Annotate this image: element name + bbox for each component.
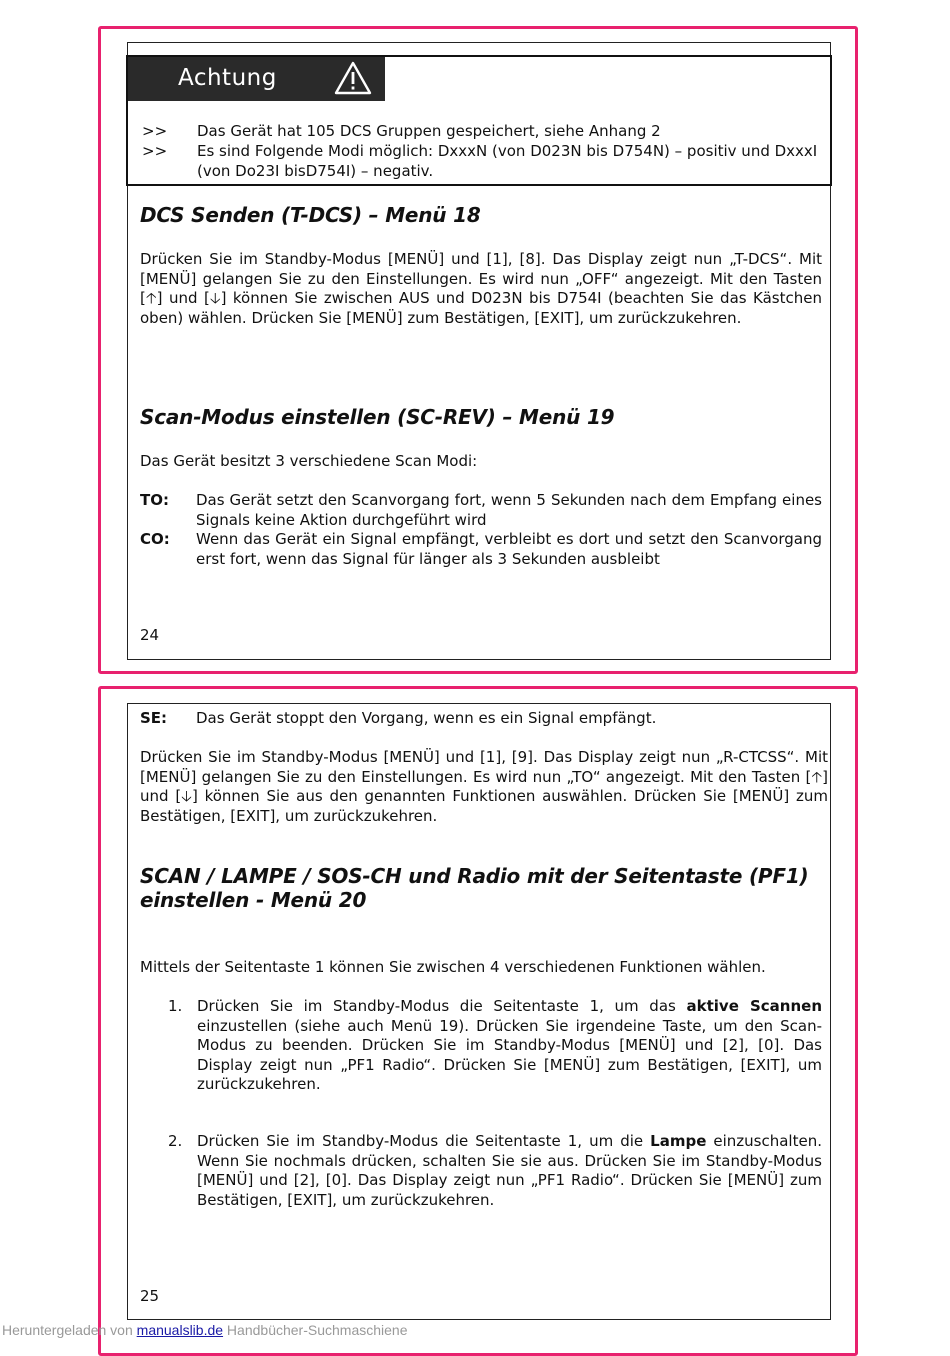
list-item-text: einzustellen (siehe auch Menü 19). Drücken Sie irgendeine Taste, um den Scan-Modus zu beenden. Drücken Sie im Standby-Modus [MENÜ] und [2], [0]. Das Display zeigt nun „PF1 Radio“. Drücken Sie [MENÜ] zum Bestätigen, [EXIT], um zurückzukehren.	[197, 1016, 822, 1093]
bullet-mark: >>	[142, 142, 168, 160]
mode-text-se: Das Gerät stoppt den Vorgang, wenn es ein Signal empfängt.	[196, 709, 657, 727]
list-item-1	[197, 997, 822, 1095]
pf1-intro: Mittels der Seitentaste 1 können Sie zwischen 4 verschiedenen Funktionen wählen.	[140, 958, 766, 976]
mode-text-co: Wenn das Gerät ein Signal empfängt, verbleibt es dort und setzt den Scanvorgang erst fort, wenn das Signal für länger als 3 Sekunden ausbleibt	[196, 530, 822, 568]
arrow-up-icon: 🡡	[145, 289, 157, 307]
paragraph-dcs-part: Drücken Sie im Standby-Modus [MENÜ] und [1], [8]. Das Display zeigt nun „T-DCS“. Mit [MENÜ] gelangen Sie zu den Einstellungen. Es wird nun „OFF“ angezeigt. Mit den Tasten [	[140, 250, 822, 307]
list-number-2: 2.	[168, 1132, 183, 1150]
paragraph-dcs-part: ] und [	[156, 289, 210, 307]
page-number: 24	[140, 626, 160, 644]
footer-suffix: Handbücher-Suchmaschiene	[223, 1322, 408, 1338]
paragraph-scan-part: ] können Sie aus den genannten Funktionen auswählen. Drücken Sie [MENÜ] zum Bestätigen, [EXIT], um zurückzukehren.	[140, 787, 828, 825]
paragraph-scan-part: ] und [	[140, 767, 828, 805]
arrow-down-icon: 🡣	[209, 289, 221, 307]
arrow-down-icon: 🡣	[181, 787, 192, 805]
mode-label-co: CO:	[140, 530, 170, 548]
warning-bullet-1: Das Gerät hat 105 DCS Gruppen gespeichert, siehe Anhang 2	[197, 122, 661, 140]
bullet-mark: >>	[142, 122, 168, 140]
list-item-keyword: aktive Scannen	[686, 997, 822, 1015]
list-item-keyword: Lampe	[650, 1132, 707, 1150]
footer-prefix: Heruntergeladen von	[2, 1322, 137, 1338]
list-item-2	[197, 1132, 822, 1210]
section-title-dcs: DCS Senden (T-DCS) – Menü 18	[140, 203, 481, 227]
mode-label-to: TO:	[140, 491, 169, 509]
section-title-scan: Scan-Modus einstellen (SC-REV) – Menü 19	[140, 405, 615, 429]
manualslib-link[interactable]: manualslib.de	[136, 1322, 224, 1338]
scan-intro: Das Gerät besitzt 3 verschiedene Scan Modi:	[140, 452, 478, 470]
warning-triangle-icon	[334, 61, 372, 95]
paragraph-scan-part: Drücken Sie im Standby-Modus [MENÜ] und [1], [9]. Das Display zeigt nun „R-CTCSS“. Mit [MENÜ] gelangen Sie zu den Einstellungen. Es wird nun „TO“ angezeigt. Mit den Tasten [	[140, 748, 828, 786]
list-item-text: Drücken Sie im Standby-Modus die Seitentaste 1, um das	[197, 997, 687, 1015]
warning-title: Achtung	[178, 65, 277, 91]
list-item-text: einzuschalten. Wenn Sie nochmals drücken, schalten Sie sie aus. Drücken Sie im Standby-Modus [MENÜ] und [2], [0]. Das Display zeigt nun „PF1 Radio“. Drücken Sie [MENÜ] zum Bestätigen, [EXIT], um zurückzukehren.	[197, 1132, 822, 1209]
paragraph-dcs	[140, 250, 822, 328]
list-number-1: 1.	[168, 997, 183, 1015]
paragraph-scan-mode	[140, 748, 828, 826]
paragraph-dcs-part: ] können Sie zwischen AUS und D023N bis D754I (beachten Sie das Kästchen oben) wählen. Drücken Sie [MENÜ] zum Bestätigen, [EXIT], um zurückzukehren.	[140, 289, 822, 327]
warning-header	[128, 57, 385, 101]
mode-text-to: Das Gerät setzt den Scanvorgang fort, wenn 5 Sekunden nach dem Empfang eines Signals keine Aktion durchgeführt wird	[196, 491, 822, 529]
arrow-up-icon: 🡡	[811, 767, 823, 786]
page-number: 25	[140, 1287, 160, 1305]
mode-label-se: SE:	[140, 709, 168, 727]
download-footer	[2, 1322, 408, 1338]
warning-bullet-2: Es sind Folgende Modi möglich: DxxxN (von D023N bis D754N) – positiv und DxxxI (von Do23I bisD754I) – negativ.	[197, 142, 818, 180]
list-item-text: Drücken Sie im Standby-Modus die Seitentaste 1, um die	[197, 1132, 651, 1150]
section-title-pf1: SCAN / LAMPE / SOS-CH und Radio mit der Seitentaste (PF1) einstellen - Menü 20	[140, 864, 809, 912]
